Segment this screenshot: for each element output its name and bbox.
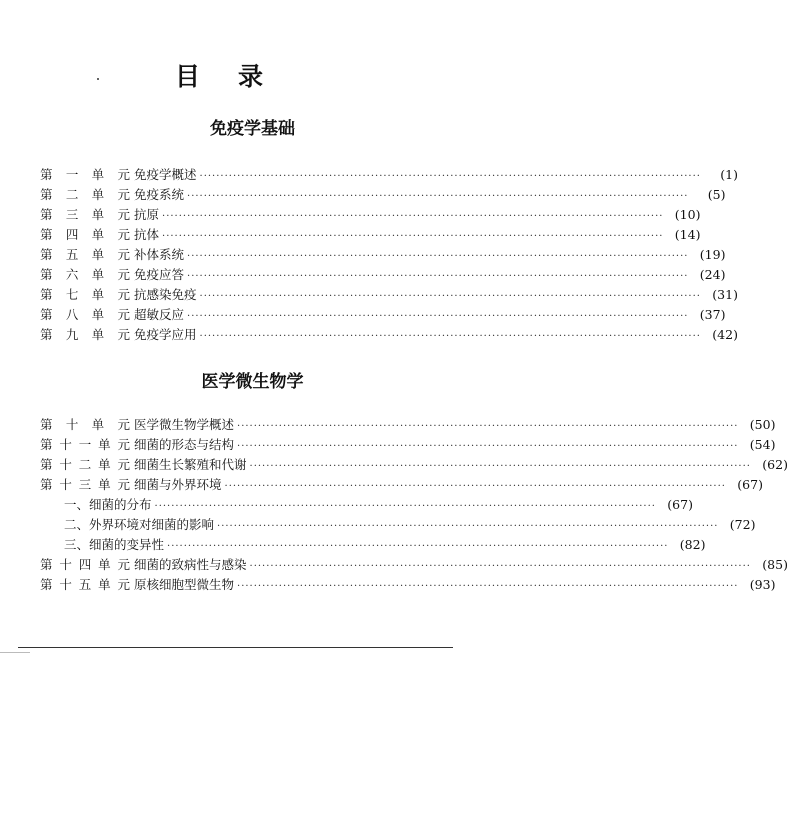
dot-leader: ························································································································ (154, 501, 656, 512)
toc-entry-title: 抗体 (134, 227, 160, 242)
unit-char: 元 (117, 457, 130, 472)
page-number: (72) (729, 517, 756, 532)
dot-leader: ························································································································ (237, 421, 739, 432)
toc-row (40, 306, 726, 324)
toc-row (40, 286, 738, 304)
unit-label (40, 226, 130, 244)
unit-char: 单 (91, 187, 105, 202)
page-number: (14) (674, 227, 701, 242)
dot-leader: ························································································································ (249, 561, 751, 572)
unit-char: 十 (59, 577, 72, 592)
page-rule-faint (0, 652, 30, 653)
toc-entry-title: 免疫应答 (134, 267, 185, 282)
unit-char: 元 (117, 167, 130, 182)
unit-char: 一 (78, 437, 92, 452)
unit-char: 元 (117, 307, 130, 322)
unit-char: 第 (40, 247, 53, 262)
toc-entry-title: 免疫系统 (134, 187, 185, 202)
page-number: (50) (749, 417, 776, 432)
unit-char: 十 (65, 417, 79, 432)
unit-char: 第 (40, 457, 53, 472)
section-heading-microbiology: 医学微生物学 (201, 372, 304, 392)
title-char-2: 录 (238, 62, 264, 91)
unit-char: 六 (65, 267, 79, 282)
toc-row (40, 226, 701, 244)
unit-char: 第 (40, 327, 53, 342)
unit-char: 元 (117, 287, 130, 302)
toc-row (40, 496, 693, 514)
unit-char: 元 (117, 227, 130, 242)
unit-label (40, 456, 130, 474)
unit-char: 第 (40, 167, 53, 182)
unit-char: 元 (117, 207, 130, 222)
toc-entry-title: 细菌与外界环境 (134, 477, 222, 492)
unit-label (40, 416, 130, 434)
unit-char: 单 (91, 287, 105, 302)
dot-leader: ························································································································ (162, 231, 664, 242)
toc-row (40, 516, 756, 534)
unit-char: 第 (40, 557, 53, 572)
toc-entry-title: 免疫学应用 (134, 327, 197, 342)
toc-entry-title: 超敏反应 (134, 307, 185, 322)
unit-char: 第 (40, 577, 53, 592)
page-number: (19) (699, 247, 726, 262)
toc-row (40, 416, 776, 434)
toc-entry-title: 补体系统 (134, 247, 185, 262)
toc-row (40, 166, 738, 184)
page-number: (31) (712, 287, 738, 302)
unit-char: 十 (59, 437, 72, 452)
page-number: (82) (679, 537, 706, 552)
unit-label (40, 576, 130, 594)
unit-label (40, 186, 130, 204)
unit-char: 八 (65, 307, 79, 322)
dot-leader: ························································································································ (237, 581, 739, 592)
dot-leader: ························································································································ (162, 211, 664, 222)
unit-char: 元 (117, 577, 130, 592)
toc-row (40, 326, 738, 344)
unit-char: 二 (65, 187, 79, 202)
dot-leader: ························································································································ (199, 291, 701, 302)
unit-label (40, 476, 130, 494)
toc-entry-title: 抗原 (134, 207, 160, 222)
title-char-1: 目 (175, 62, 201, 91)
unit-char: 第 (40, 187, 53, 202)
page-number: (67) (737, 477, 763, 492)
toc-entry-title: 原核细胞型微生物 (134, 577, 235, 592)
dot-leader: ························································································································ (237, 441, 739, 452)
unit-char: 单 (98, 577, 111, 592)
unit-char: 三 (78, 477, 92, 492)
page-number: (10) (674, 207, 701, 222)
toc-row (40, 456, 788, 474)
unit-char: 一 (65, 167, 79, 182)
unit-char: 第 (40, 437, 53, 452)
unit-char: 单 (91, 307, 105, 322)
page-number: (67) (667, 497, 693, 512)
unit-label (40, 436, 130, 454)
unit-char: 第 (40, 267, 53, 282)
toc-entry-title: 抗感染免疫 (134, 287, 197, 302)
unit-char: 元 (117, 187, 130, 202)
unit-char: 元 (117, 557, 130, 572)
unit-char: 单 (98, 477, 111, 492)
unit-char: 单 (91, 267, 105, 282)
unit-char: 单 (91, 227, 105, 242)
page-number: (24) (699, 267, 726, 282)
page-number: (5) (707, 187, 726, 202)
dot-leader: ························································································································ (187, 251, 689, 262)
toc-row (40, 536, 706, 554)
unit-label (40, 206, 130, 224)
unit-char: 四 (65, 227, 79, 242)
page-number: (93) (749, 577, 776, 592)
page-number: (85) (762, 557, 788, 572)
unit-char: 五 (65, 247, 79, 262)
unit-label (40, 166, 130, 184)
dot-leader: ························································································································ (199, 171, 701, 182)
page-number: (62) (762, 457, 788, 472)
unit-char: 单 (98, 557, 111, 572)
unit-char: 十 (59, 557, 72, 572)
unit-char: 单 (98, 457, 111, 472)
toc-entry-title: 三、细菌的变异性 (64, 537, 165, 552)
unit-char: 单 (91, 327, 105, 342)
unit-char: 九 (65, 327, 79, 342)
unit-char: 单 (91, 167, 105, 182)
unit-label (40, 266, 130, 284)
unit-char: 元 (117, 477, 130, 492)
unit-char: 四 (78, 557, 92, 572)
unit-char: 三 (65, 207, 79, 222)
unit-char: 二 (78, 457, 92, 472)
unit-char: 七 (65, 287, 79, 302)
toc-row (40, 266, 726, 284)
dot-leader: ························································································································ (249, 461, 751, 472)
dot-leader: ························································································································ (187, 271, 689, 282)
unit-char: 第 (40, 227, 53, 242)
unit-label (40, 246, 130, 264)
toc-entry-title: 细菌的致病性与感染 (134, 557, 247, 572)
unit-char: 第 (40, 207, 53, 222)
unit-char: 十 (59, 477, 72, 492)
unit-label (40, 556, 130, 574)
unit-char: 单 (91, 207, 105, 222)
unit-char: 单 (98, 437, 111, 452)
page-number: (42) (712, 327, 738, 342)
unit-char: 元 (117, 327, 130, 342)
unit-label (40, 286, 130, 304)
dot-leader: ························································································································ (187, 311, 689, 322)
page-number: (1) (720, 167, 738, 182)
page-rule (18, 647, 453, 648)
unit-char: 单 (91, 417, 105, 432)
toc-entry-title: 免疫学概述 (134, 167, 197, 182)
unit-char: 元 (117, 247, 130, 262)
dot-leader: ························································································································ (217, 521, 719, 532)
toc-entry-title: 医学微生物学概述 (134, 417, 235, 432)
unit-char: 第 (40, 417, 53, 432)
toc-row (40, 186, 726, 204)
page-number: (37) (699, 307, 726, 322)
unit-label (40, 326, 130, 344)
dot-leader: ························································································································ (224, 481, 726, 492)
toc-entry-title: 细菌的形态与结构 (134, 437, 235, 452)
toc-row (40, 556, 788, 574)
unit-label (40, 306, 130, 324)
unit-char: 五 (78, 577, 92, 592)
unit-char: 元 (117, 417, 130, 432)
toc-row (40, 206, 701, 224)
toc-row (40, 246, 726, 264)
page-number: (54) (749, 437, 776, 452)
unit-char: 元 (117, 267, 130, 282)
toc-entry-title: 一、细菌的分布 (64, 497, 152, 512)
unit-char: 第 (40, 477, 53, 492)
toc-row (40, 436, 776, 454)
unit-char: 十 (59, 457, 72, 472)
unit-char: 第 (40, 287, 53, 302)
dot-leader: ························································································································ (187, 191, 689, 202)
dot-leader: ························································································································ (199, 331, 701, 342)
unit-char: 第 (40, 307, 53, 322)
unit-char: 单 (91, 247, 105, 262)
unit-char: 元 (117, 437, 130, 452)
toc-entry-title: 二、外界环境对细菌的影响 (64, 517, 215, 532)
dot-leader: ························································································································ (167, 541, 669, 552)
section-heading-immunology: 免疫学基础 (210, 119, 295, 139)
page-title (0, 62, 505, 92)
toc-row (40, 476, 763, 494)
toc-row (40, 576, 776, 594)
toc-entry-title: 细菌生长繁殖和代谢 (134, 457, 247, 472)
